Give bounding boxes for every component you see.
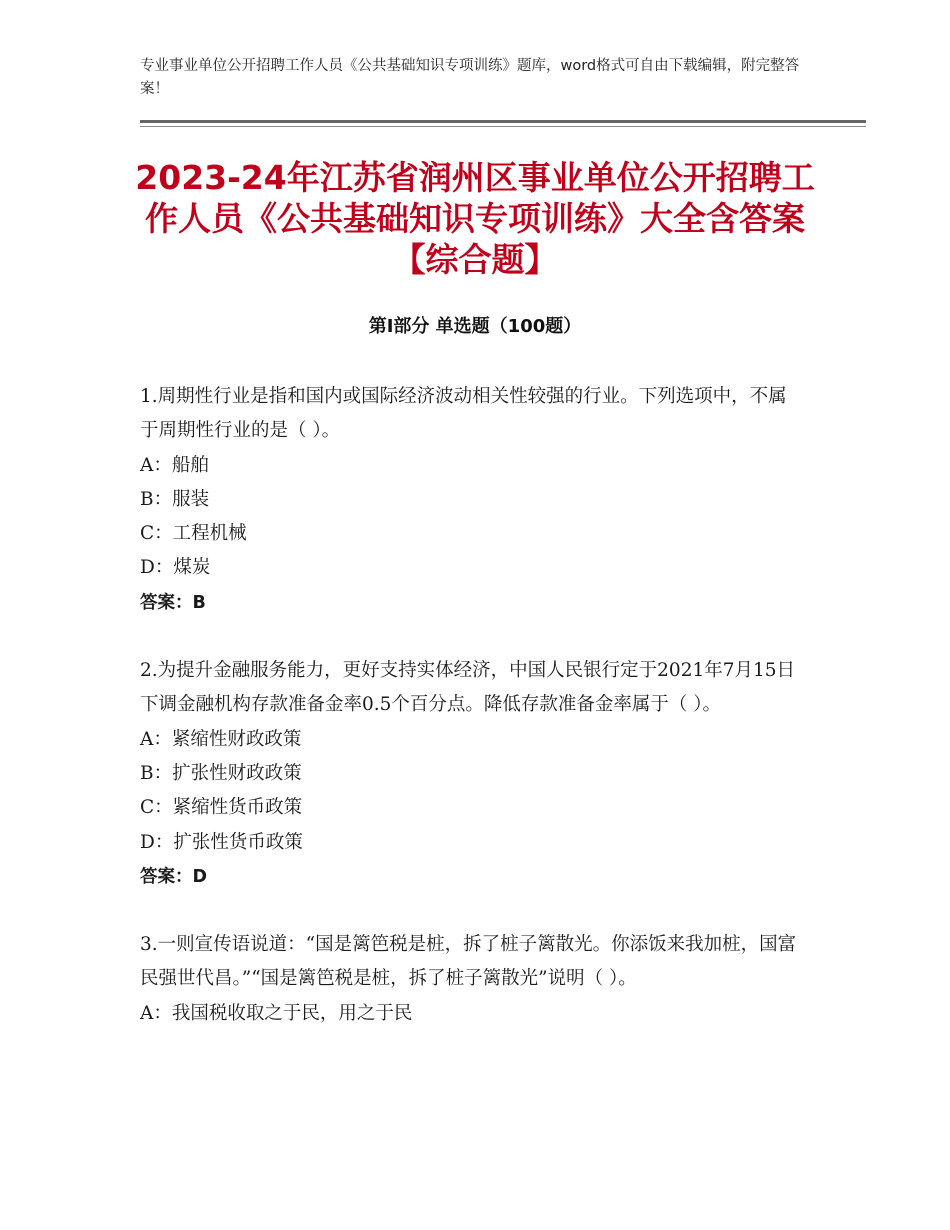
option-d: D：扩张性货币政策: [140, 831, 303, 853]
header-note: 专业事业单位公开招聘工作人员《公共基础知识专项训练》题库，word格式可自由下载编辑，附完整答案！: [140, 58, 800, 97]
answer: 答案：B: [140, 592, 206, 613]
option-a: A：我国税收取之于民，用之于民: [140, 1002, 413, 1024]
option-a: A：船舶: [140, 454, 209, 476]
option-d: D：煤炭: [140, 557, 211, 579]
question-stem: 3.一则宣传语说道：“国是篱笆税是桩，拆了桩子篱散光。你添饭来我加桩，国富民强世代昌。”“国是篱笆税是桩，拆了桩子篱散光”说明（ ）。: [140, 934, 797, 990]
option-c: C：工程机械: [140, 523, 247, 545]
header-divider-thin: [140, 126, 866, 127]
header-divider-thick: [140, 120, 866, 123]
question-2: [140, 654, 805, 894]
section-heading: 第Ⅰ部分 单选题（100题）: [368, 316, 582, 337]
option-c: C：紧缩性货币政策: [140, 797, 303, 819]
question-stem: 2.为提升金融服务能力，更好支持实体经济，中国人民银行定于2021年7月15日下调金融机构存款准备金率0.5个百分点。降低存款准备金率属于（ ）。: [140, 660, 796, 716]
question-1: [140, 380, 805, 620]
document-title: 2023-24年江苏省润州区事业单位公开招聘工作人员《公共基础知识专项训练》大全含答案【综合题】: [135, 158, 815, 279]
question-3: [140, 928, 805, 1031]
question-stem: 1.周期性行业是指和国内或国际经济波动相关性较强的行业。下列选项中，不属于周期性行业的是（ ）。: [140, 386, 787, 442]
answer: 答案：D: [140, 866, 208, 887]
question-list: [140, 380, 805, 1065]
option-b: B：扩张性财政政策: [140, 762, 302, 784]
option-a: A：紧缩性财政政策: [140, 728, 302, 750]
option-b: B：服装: [140, 488, 210, 510]
